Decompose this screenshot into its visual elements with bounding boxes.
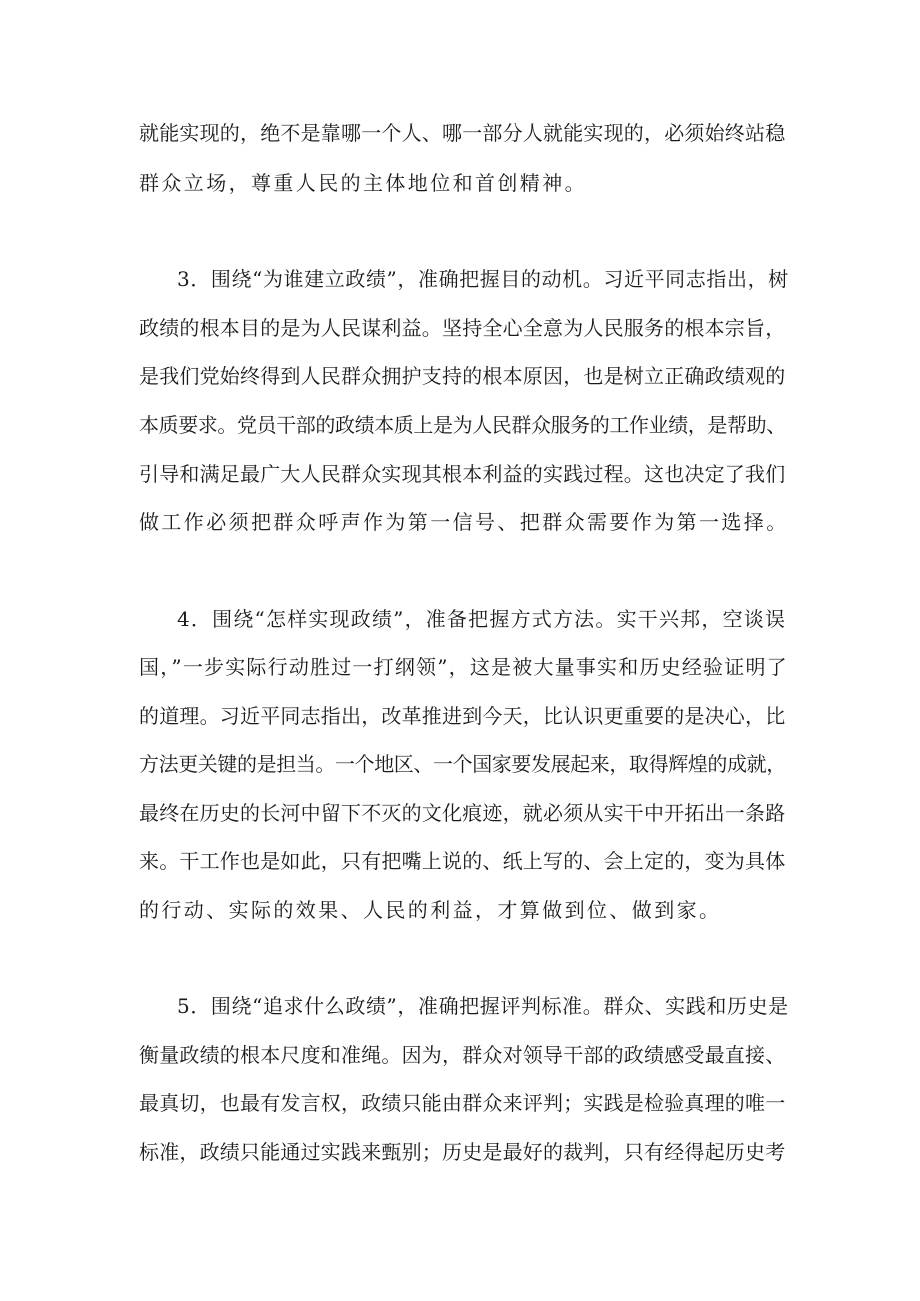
paragraph-2-line-4: 本质要求。党员干部的政绩本质上是为人民群众服务的工作业绩，是帮助、	[139, 413, 786, 437]
paragraph-2-line-5: 引导和满足最广大人民群众实现其根本利益的实践过程。这也决定了我们	[139, 462, 786, 486]
paragraph-3-line-2: 国，”一步实际行动胜过一打纲领”，这是被大量事实和历史经验证明了	[139, 655, 788, 679]
paragraph-1-line-1: 就能实现的，绝不是靠哪一个人、哪一部分人就能实现的，必须始终站稳	[139, 121, 786, 145]
paragraph-1-line-2: 群众立场，尊重人民的主体地位和首创精神。	[139, 171, 587, 195]
paragraph-3-line-5: 最终在历史的长河中留下不灭的文化痕迹，就必须从实干中开拓出一条路	[139, 801, 786, 825]
paragraph-3-line-6: 来。干工作也是如此，只有把嘴上说的、纸上写的、会上定的，变为具体	[139, 849, 786, 873]
paragraph-2-line-6: 做工作必须把群众呼声作为第一信号、把群众需要作为第一选择。	[139, 510, 789, 534]
paragraph-2-line-2: 政绩的根本目的是为人民谋利益。坚持全心全意为人民服务的根本宗旨，	[139, 316, 786, 340]
paragraph-2-line-3: 是我们党始终得到人民群众拥护支持的根本原因，也是树立正确政绩观的	[139, 364, 786, 388]
paragraph-4-line-1: 5．围绕“追求什么政绩”，准确把握评判标准。群众、实践和历史是	[177, 994, 789, 1018]
paragraph-3-line-7: 的行动、实际的效果、人民的利益，才算做到位、做到家。	[139, 898, 722, 922]
paragraph-3-line-4: 方法更关键的是担当。一个地区、一个国家要发展起来，取得辉煌的成就，	[139, 752, 786, 776]
paragraph-3-line-3: 的道理。习近平同志指出，改革推进到今天，比认识更重要的是决心，比	[139, 704, 786, 728]
paragraph-3-line-1: 4．围绕“怎样实现政绩”，准备把握方式方法。实干兴邦，空谈误	[177, 607, 787, 631]
paragraph-2-line-1: 3．围绕“为谁建立政绩”，准确把握目的动机。习近平同志指出，树	[177, 267, 789, 291]
paragraph-4-line-3: 最真切，也最有发言权，政绩只能由群众来评判；实践是检验真理的唯一	[139, 1091, 786, 1115]
paragraph-4-line-2: 衡量政绩的根本尺度和准绳。因为，群众对领导干部的政绩感受最直接、	[139, 1043, 786, 1067]
paragraph-4-line-4: 标准，政绩只能通过实践来甄别；历史是最好的裁判，只有经得起历史考	[139, 1140, 786, 1164]
